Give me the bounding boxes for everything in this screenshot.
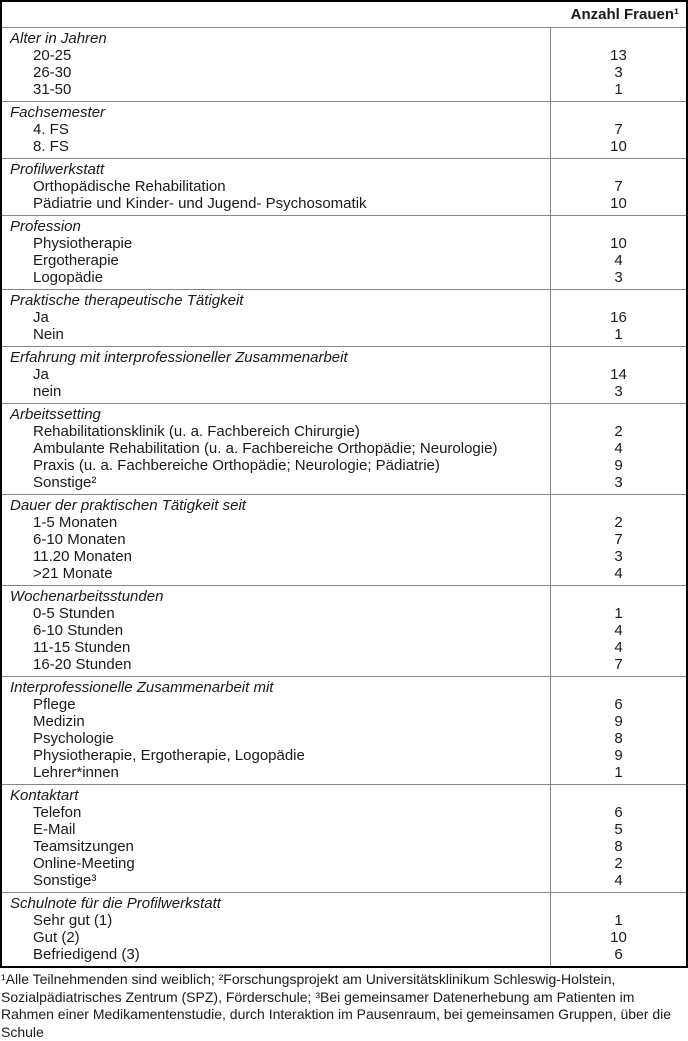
row-label: Pflege bbox=[33, 696, 76, 713]
row-label: Medizin bbox=[33, 713, 85, 730]
row-label: Sehr gut (1) bbox=[33, 912, 113, 929]
table-section bbox=[2, 495, 686, 586]
section-labels bbox=[2, 785, 550, 892]
row-value: 1 bbox=[614, 605, 623, 622]
row-label: nein bbox=[33, 383, 62, 400]
row-label: Praxis (u. a. Fachbereiche Orthopädie; Neurologie; Pädiatrie) bbox=[33, 457, 440, 474]
row-value: 8 bbox=[614, 730, 623, 747]
row-value: 6 bbox=[614, 696, 623, 713]
row-value: 2 bbox=[614, 423, 623, 440]
section-values bbox=[550, 290, 686, 346]
section-title: Dauer der praktischen Tätigkeit seit bbox=[10, 497, 246, 514]
section-values bbox=[550, 495, 686, 585]
section-labels bbox=[2, 495, 550, 585]
row-value: 5 bbox=[614, 821, 623, 838]
section-title: Erfahrung mit interprofessioneller Zusammenarbeit bbox=[10, 349, 348, 366]
row-label: 16-20 Stunden bbox=[33, 656, 132, 673]
row-value: 7 bbox=[614, 656, 623, 673]
row-value: 1 bbox=[614, 764, 623, 781]
row-value: 16 bbox=[610, 309, 627, 326]
section-title: Fachsemester bbox=[10, 104, 106, 121]
row-value: 7 bbox=[614, 121, 623, 138]
table-footnote: ¹Alle Teilnehmenden sind weiblich; ²Forschungsprojekt am Universitätsklinikum Schleswig-Holstein, Sozialpädiatrisches Zentrum (SPZ), Förderschule; ³Bei gemeinsamer Datenerhebung am Patienten im Rahmen einer Medikamentenstudie, durch Interaktion im Pausenraum, bei gemeinsamen Gruppen, über die Schule bbox=[1, 971, 672, 1040]
section-labels bbox=[2, 28, 550, 101]
row-value: 1 bbox=[614, 326, 623, 343]
section-values bbox=[550, 216, 686, 289]
row-value: 6 bbox=[614, 804, 623, 821]
section-title: Arbeitssetting bbox=[10, 406, 101, 423]
table-section bbox=[2, 785, 686, 893]
value-spacer bbox=[551, 588, 686, 605]
section-values bbox=[550, 893, 686, 966]
row-value: 9 bbox=[614, 457, 623, 474]
row-label: 6-10 Monaten bbox=[33, 531, 126, 548]
row-label: Befriedigend (3) bbox=[33, 946, 140, 963]
row-label: Sonstige² bbox=[33, 474, 97, 491]
section-title: Schulnote für die Profilwerkstatt bbox=[10, 895, 221, 912]
table-section bbox=[2, 586, 686, 677]
row-value: 6 bbox=[614, 946, 623, 963]
row-label: Nein bbox=[33, 326, 64, 343]
row-label: Ergotherapie bbox=[33, 252, 119, 269]
table-section bbox=[2, 159, 686, 216]
row-label: Ja bbox=[33, 309, 49, 326]
row-value: 10 bbox=[610, 195, 627, 212]
value-spacer bbox=[551, 787, 686, 804]
row-value: 3 bbox=[614, 269, 623, 286]
section-values bbox=[550, 677, 686, 784]
row-label: Rehabilitationsklinik (u. a. Fachbereich Chirurgie) bbox=[33, 423, 360, 440]
table-section bbox=[2, 347, 686, 404]
row-label: Physiotherapie bbox=[33, 235, 133, 252]
row-value: 9 bbox=[614, 713, 623, 730]
row-value: 3 bbox=[614, 548, 623, 565]
row-value: 4 bbox=[614, 639, 623, 656]
row-label: >21 Monate bbox=[33, 565, 113, 582]
row-value: 7 bbox=[614, 531, 623, 548]
section-title: Kontaktart bbox=[10, 787, 79, 804]
value-spacer bbox=[551, 218, 686, 235]
table-section bbox=[2, 216, 686, 290]
section-labels bbox=[2, 347, 550, 403]
table-body bbox=[2, 28, 686, 966]
row-value: 4 bbox=[614, 622, 623, 639]
table-section bbox=[2, 893, 686, 966]
section-labels bbox=[2, 404, 550, 494]
row-value: 10 bbox=[610, 138, 627, 155]
row-label: 20-25 bbox=[33, 47, 72, 64]
row-label: Ja bbox=[33, 366, 49, 383]
section-labels bbox=[2, 290, 550, 346]
row-label: Sonstige³ bbox=[33, 872, 97, 889]
value-spacer bbox=[551, 161, 686, 178]
row-value: 4 bbox=[614, 440, 623, 457]
section-title: Praktische therapeutische Tätigkeit bbox=[10, 292, 244, 309]
table-section bbox=[2, 404, 686, 495]
row-label: 11.20 Monaten bbox=[33, 548, 132, 565]
section-labels bbox=[2, 893, 550, 966]
section-values bbox=[550, 102, 686, 158]
section-labels bbox=[2, 216, 550, 289]
section-values bbox=[550, 404, 686, 494]
section-values bbox=[550, 785, 686, 892]
row-value: 10 bbox=[610, 929, 627, 946]
row-label: Orthopädische Rehabilitation bbox=[33, 178, 226, 195]
section-labels bbox=[2, 159, 550, 215]
section-title: Wochenarbeitsstunden bbox=[10, 588, 164, 605]
row-label: Pädiatrie und Kinder- und Jugend- Psychosomatik bbox=[33, 195, 367, 212]
row-value: 3 bbox=[614, 474, 623, 491]
row-value: 4 bbox=[614, 872, 623, 889]
section-labels bbox=[2, 102, 550, 158]
section-values bbox=[550, 347, 686, 403]
row-value: 2 bbox=[614, 855, 623, 872]
row-value: 1 bbox=[614, 912, 623, 929]
section-title: Alter in Jahren bbox=[10, 30, 107, 47]
value-spacer bbox=[551, 104, 686, 121]
row-value: 1 bbox=[614, 81, 623, 98]
table-section bbox=[2, 290, 686, 347]
row-value: 8 bbox=[614, 838, 623, 855]
row-value: 9 bbox=[614, 747, 623, 764]
column-header-anzahl-frauen: Anzahl Frauen¹ bbox=[2, 2, 686, 28]
row-value: 3 bbox=[614, 64, 623, 81]
row-label: 8. FS bbox=[33, 138, 69, 155]
row-label: 26-30 bbox=[33, 64, 72, 81]
row-label: 31-50 bbox=[33, 81, 72, 98]
section-title: Profilwerkstatt bbox=[10, 161, 105, 178]
value-spacer bbox=[551, 30, 686, 47]
section-values bbox=[550, 586, 686, 676]
row-label: Online-Meeting bbox=[33, 855, 135, 872]
row-label: Lehrer*innen bbox=[33, 764, 119, 781]
section-values bbox=[550, 28, 686, 101]
value-spacer bbox=[551, 406, 686, 423]
row-label: Gut (2) bbox=[33, 929, 80, 946]
section-values bbox=[550, 159, 686, 215]
row-value: 2 bbox=[614, 514, 623, 531]
row-label: 6-10 Stunden bbox=[33, 622, 124, 639]
value-spacer bbox=[551, 679, 686, 696]
row-value: 13 bbox=[610, 47, 627, 64]
section-title: Interprofessionelle Zusammenarbeit mit bbox=[10, 679, 274, 696]
table-section bbox=[2, 28, 686, 102]
value-spacer bbox=[551, 292, 686, 309]
row-label: Teamsitzungen bbox=[33, 838, 134, 855]
row-label: 1-5 Monaten bbox=[33, 514, 118, 531]
section-title: Profession bbox=[10, 218, 81, 235]
row-value: 14 bbox=[610, 366, 627, 383]
row-label: 11-15 Stunden bbox=[33, 639, 131, 656]
row-label: Ambulante Rehabilitation (u. a. Fachbereiche Orthopädie; Neurologie) bbox=[33, 440, 498, 457]
value-spacer bbox=[551, 349, 686, 366]
value-spacer bbox=[551, 497, 686, 514]
table-section bbox=[2, 677, 686, 785]
row-label: Telefon bbox=[33, 804, 82, 821]
row-value: 4 bbox=[614, 565, 623, 582]
value-spacer bbox=[551, 895, 686, 912]
table-section bbox=[2, 102, 686, 159]
row-label: Physiotherapie, Ergotherapie, Logopädie bbox=[33, 747, 305, 764]
row-value: 7 bbox=[614, 178, 623, 195]
row-value: 10 bbox=[610, 235, 627, 252]
row-label: E-Mail bbox=[33, 821, 76, 838]
section-labels bbox=[2, 677, 550, 784]
row-value: 4 bbox=[614, 252, 623, 269]
section-labels bbox=[2, 586, 550, 676]
row-label: Psychologie bbox=[33, 730, 114, 747]
row-label: 4. FS bbox=[33, 121, 69, 138]
row-label: 0-5 Stunden bbox=[33, 605, 115, 622]
row-label: Logopädie bbox=[33, 269, 104, 286]
row-value: 3 bbox=[614, 383, 623, 400]
